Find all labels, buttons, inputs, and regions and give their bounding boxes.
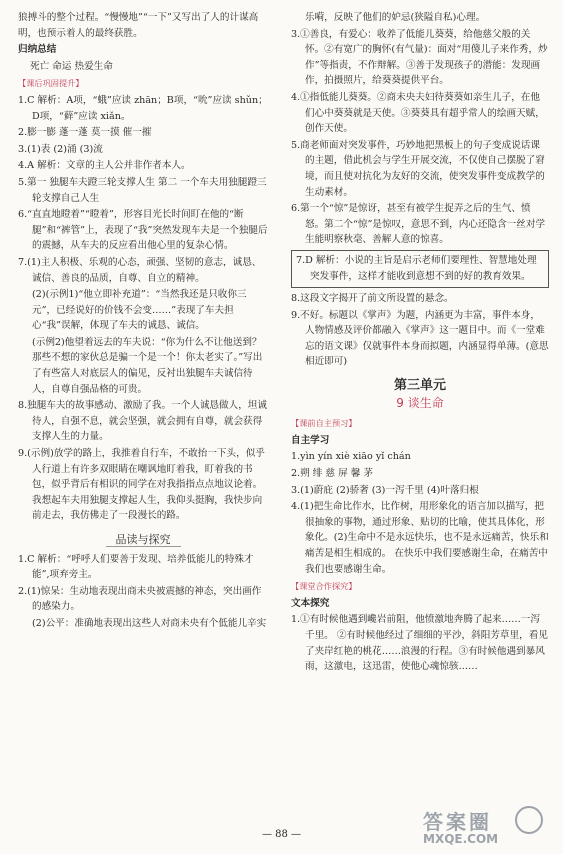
answer-1: 1.C 解析：A项，“蛾”应读 zhān；B项，“吮”应读 shǔn；D项，“藓”应读 xiǎn。: [18, 94, 268, 122]
left-column: [18, 10, 268, 633]
watermark-top-text: 答案圈: [423, 810, 492, 834]
tag-preview: 【课前自主预习】: [291, 418, 357, 429]
summary-answer: 死亡 命运 热爱生命: [30, 60, 113, 72]
answer-6: 6.“直直地瞪着”“瞪着”，形容目光长时间盯在他的“断腿”和“裤管”上，表现了“我”突然发现车夫是一个独腿后的震撼，从车夫的反应看出他心里的复杂心情。: [18, 209, 268, 252]
answer-5: 5.第一 独腿车夫蹬三轮支撑人生 第二 一个车夫用独腿蹬三轮支撑自己人生: [18, 176, 267, 204]
reading-answer-1: 1.C 解析：“呼呼人们要善于发现、培养低能儿的特殊才能”,项弃旁主。: [18, 553, 254, 581]
answer-7-part2: (2)(示例1)“他立即补充道”：“当然我还是只收你三元”，已经说好的价钱不会变……”表现了车夫担心“我”误解，体现了车夫的诚恳、诚信。: [32, 289, 247, 332]
heading-text-explore: 文本探究: [291, 597, 330, 609]
reading-answer-2-part2: (2)公平：准确地表现出这些人对商未央有个低能儿辛实: [32, 617, 267, 629]
right-column: [291, 10, 549, 676]
explore-answer-1: 1.①有时候他遇到巉岩前阻，他愤激地奔腾了起来……一泻千里。 ②有时候他经过了细细的平沙，斜阳芳草里，看见了夹岸红艳的桃花……浪漫的行程。③有时候他遇到暴风雨，这激电，这迅雷，使他心魂惊骇……: [291, 614, 548, 673]
answer-6: 6.第一个“惊”是惊讶，甚至有被学生捉弄之后的生气、愤怒。第二个“惊”是惊叹，意思不到，内心还隐含一丝对学生能明察秋毫、善解人意的惊喜。: [291, 203, 546, 246]
answer-4: 4.A 解析：文章的主人公并非作者本人。: [18, 160, 191, 172]
answer-5: 5.商老师面对突发事件，巧妙地把黑板上的句子变成说话课的主题，借此机会与学生开展交流，不仅使自己摆脱了窘境，而且使对抗化为友好的交流，使突发事件变成教学的生动素材。: [291, 139, 545, 198]
study-answer-4: 4.(1)把生命比作水，比作树，用形象化的语言加以描写，把很抽象的事物，通过形象、贴切的比喻，使其具体化，形象化。(2)生命中不是永远快乐，也不是永远痛苦，快乐和痛苦是相生相成的。 在快乐中我们要感谢生命，在痛苦中我们也要感谢生命。: [291, 501, 549, 575]
tag-consolidate: 【课后巩固提升】: [18, 78, 84, 89]
watermark-bottom-text: MXQE.COM: [423, 832, 499, 846]
answer-7-part1: 7.(1)主人积极、乐观的心态，顽强、坚韧的意志，诚恳、诚信、善良的品质，自尊、自立的精神。: [18, 256, 262, 284]
answer-7-part3: (示例2)他望着远去的车夫说：“你为什么不让他送到？那些不想的家伙总是骗一个是一个！你太老实了。”写出了有些富人对底层人的偏见，反衬出独腿车夫诚信待人，自尊自强品格的可贵。: [32, 336, 263, 395]
unit-title: 第三单元: [393, 378, 446, 394]
lesson-title: 9 谈生命: [396, 395, 444, 410]
heading-self-study: 自主学习: [291, 434, 330, 446]
answer-7-box: [291, 250, 549, 288]
answer-9: 9.不好。标题以《掌声》为题，内涵更为丰富，事件本身，人物情感及评价都融入《掌声》这一题目中。而《一堂难忘的语文课》仅就事件本身而拟题，内涵显得单薄。(意思相近即可): [291, 309, 549, 368]
answer-4: 4.①指低能儿葵葵。②商未央夫妇待葵葵如亲生儿子，在他们心中葵葵就是天使。③葵葵具有超乎常人的绘画天赋，创作天使。: [291, 91, 545, 135]
answer-3: 3.①善良，有爱心：收养了低能儿葵葵，给他慈父般的关怀。②有宽广的胸怀(有气量)：面对“用傻儿子来作秀，炒作”等指责，不作辩解。③善于发现孩子的潜能：发现画作，拍摄照片，给葵葵提供平台。: [291, 28, 548, 87]
watermark-circle-icon: [515, 806, 543, 834]
reading-answer-2-part1: 2.(1)惊呆：生动地表现出商未央被震撼的神态，突出画作的感染力。: [18, 585, 262, 613]
answer-9: 9.(示例)放学的路上，我推着自行车，不敢抬一下头，似乎人行道上有许多双眼睛在嘲讽地盯着我，盯着我的书包，似乎背后有相识的同学在对我指指点点地议论着。我想起车夫用独腿支撑起人生，我仰头挺胸，我快步向前走去，我仿佛走了一段漫长的路。: [18, 448, 265, 522]
answer-7: 7.D 解析：小说的主旨是启示老师们要理性、智慧地处理突发事件，这样才能收到意想不到的好的教育效果。: [296, 254, 537, 282]
section-reading-title: 品读与探究: [18, 532, 268, 548]
answer-2: 2.膨一膨 蓬一蓬 莫一摸 催一摧: [18, 127, 152, 139]
study-answer-3: 3.(1)蔚庇 (2)骄奢 (3)一泻千里 (4)叶落归根: [291, 484, 479, 496]
study-answer-1: 1.yìn yín xiè xiāo yǐ chán: [291, 451, 411, 463]
answer-3: 3.(1)表 (2)涌 (3)流: [18, 143, 103, 155]
paragraph-continued: 乐嗬，反映了他们的妒忌(狭隘自私)心理。: [305, 12, 486, 23]
paragraph-continued: 狼搏斗的整个过程。“慢慢地”“一下”又写出了人的计谋高明，也预示着人的最终获胜。: [18, 12, 259, 39]
heading-summary: 归纳总结: [18, 44, 57, 56]
answer-8: 8.这段文字揭开了前文所设置的悬念。: [291, 293, 454, 305]
study-answer-2: 2.朔 绯 慈 屏 馨 茅: [291, 468, 373, 480]
tag-classroom: 【课堂合作探究】: [291, 581, 357, 592]
answer-8: 8.独腿车夫的故事感动、激励了我。一个人诚恳做人，坦诚待人，自强不息，就会坚强，就会拥有自尊，就会获得支撑人生的力量。: [18, 400, 267, 443]
page-number: — 88 —: [0, 829, 563, 840]
watermark-logo: [423, 806, 553, 850]
